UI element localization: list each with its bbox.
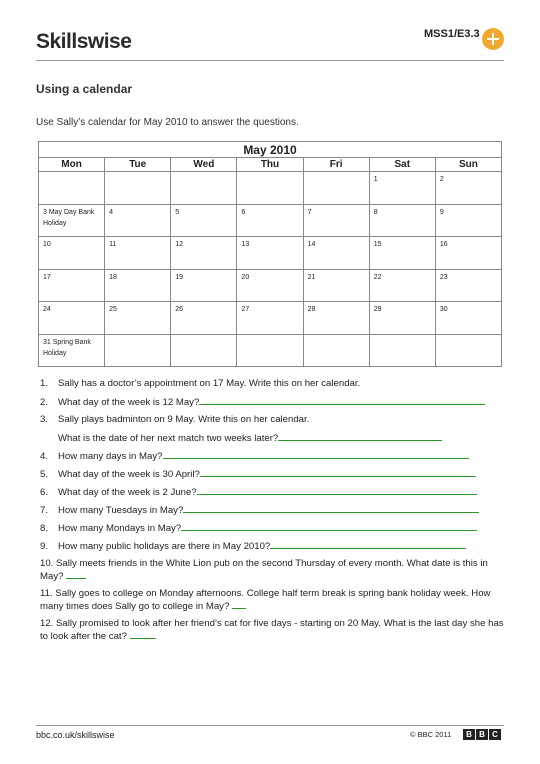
calendar-day-cell[interactable]: 17 <box>39 269 105 302</box>
calendar-day-cell[interactable]: 25 <box>105 302 171 335</box>
calendar-day-cell[interactable] <box>303 334 369 367</box>
calendar-day-cell[interactable] <box>369 334 435 367</box>
calendar-week-row <box>39 237 502 270</box>
skillswise-logo: Skillswise <box>36 30 132 53</box>
intro-text: Use Sally’s calendar for May 2010 to answer the questions. <box>36 117 299 128</box>
answer-line[interactable] <box>278 432 442 441</box>
question-item: 4. How many days in May? <box>40 450 504 463</box>
calendar-day-cell[interactable] <box>105 334 171 367</box>
calendar-week-row <box>39 204 502 237</box>
calendar-day-cell[interactable] <box>237 172 303 205</box>
calendar-table <box>38 141 502 367</box>
answer-line[interactable] <box>66 570 86 579</box>
calendar-week-row <box>39 334 502 367</box>
day-header: Sat <box>369 158 435 172</box>
calendar-day-cell[interactable]: 19 <box>171 269 237 302</box>
day-header: Thu <box>237 158 303 172</box>
calendar-day-cell[interactable] <box>237 334 303 367</box>
calendar-day-cell[interactable]: 4 <box>105 204 171 237</box>
calendar-day-cell[interactable]: 22 <box>369 269 435 302</box>
calendar-day-cell[interactable]: 30 <box>435 302 501 335</box>
calendar-day-cell[interactable]: 20 <box>237 269 303 302</box>
calendar-day-cell[interactable]: 13 <box>237 237 303 270</box>
bbc-letter: B <box>476 729 488 740</box>
bbc-letter: C <box>489 729 501 740</box>
calendar-day-cell[interactable] <box>171 172 237 205</box>
calendar-week-row <box>39 172 502 205</box>
question-item: 7. How many Tuesdays in May? <box>40 504 504 517</box>
day-header: Wed <box>171 158 237 172</box>
footer-divider <box>36 725 504 726</box>
header-divider <box>36 60 504 61</box>
calendar-day-cell[interactable]: 21 <box>303 269 369 302</box>
plus-icon[interactable] <box>482 28 504 50</box>
calendar-day-cell[interactable]: 10 <box>39 237 105 270</box>
calendar-day-cell[interactable]: 23 <box>435 269 501 302</box>
bbc-logo <box>463 729 501 740</box>
question-item: 1. Sally has a doctor’s appointment on 17 May. Write this on her calendar. <box>40 378 361 389</box>
calendar-month: May 2010 <box>39 142 502 158</box>
answer-line[interactable] <box>163 450 469 459</box>
answer-line[interactable] <box>200 468 476 477</box>
footer-copyright: © BBC 2011 <box>410 730 452 739</box>
question-item: 11. Sally goes to college on Monday afternoons. College half term break is spring bank holiday week. How many times does Sally go to college in May? <box>40 588 491 612</box>
calendar-day-cell[interactable] <box>39 172 105 205</box>
page-title: Using a calendar <box>36 82 133 96</box>
question-item: 8. How many Mondays in May? <box>40 522 504 535</box>
day-header: Sun <box>435 158 501 172</box>
calendar-day-cell[interactable]: 8 <box>369 204 435 237</box>
worksheet-code: MSS1/E3.3 <box>424 28 480 40</box>
calendar-day-cell[interactable]: 2 <box>435 172 501 205</box>
calendar-week-row <box>39 269 502 302</box>
question-item: 2. What day of the week is 12 May? <box>40 396 504 409</box>
calendar-day-cell[interactable]: 29 <box>369 302 435 335</box>
calendar-body <box>39 172 502 367</box>
calendar-day-cell[interactable]: 31 Spring Bank Holiday <box>39 334 105 367</box>
answer-line[interactable] <box>130 630 156 639</box>
calendar-day-cell[interactable]: 15 <box>369 237 435 270</box>
day-header: Fri <box>303 158 369 172</box>
calendar-day-cell[interactable]: 26 <box>171 302 237 335</box>
question-item: 12. Sally promised to look after her friend’s cat for five days - starting on 20 May. What is the last day she has to look after the cat? <box>40 618 504 642</box>
question-item: 9. How many public holidays are there in May 2010? <box>40 540 504 553</box>
calendar-day-cell[interactable]: 12 <box>171 237 237 270</box>
calendar-week-row <box>39 302 502 335</box>
answer-line[interactable] <box>270 540 466 549</box>
calendar-day-cell[interactable]: 3 May Day Bank Holiday <box>39 204 105 237</box>
answer-line[interactable] <box>183 504 479 513</box>
calendar-day-cell[interactable]: 24 <box>39 302 105 335</box>
day-header: Tue <box>105 158 171 172</box>
calendar-day-cell[interactable]: 16 <box>435 237 501 270</box>
bbc-letter: B <box>463 729 475 740</box>
answer-line[interactable] <box>199 396 485 405</box>
calendar-day-cell[interactable]: 6 <box>237 204 303 237</box>
calendar-day-cell[interactable]: 7 <box>303 204 369 237</box>
calendar-day-cell[interactable]: 9 <box>435 204 501 237</box>
footer-url[interactable]: bbc.co.uk/skillswise <box>36 730 115 740</box>
answer-line[interactable] <box>197 486 477 495</box>
calendar-day-cell[interactable] <box>435 334 501 367</box>
calendar-day-cell[interactable] <box>105 172 171 205</box>
calendar-day-cell[interactable]: 5 <box>171 204 237 237</box>
question-item: 3. Sally plays badminton on 9 May. Write this on her calendar. <box>40 414 310 425</box>
question-item: 6. What day of the week is 2 June? <box>40 486 504 499</box>
answer-line[interactable] <box>181 522 477 531</box>
calendar-day-cell[interactable]: 1 <box>369 172 435 205</box>
answer-line[interactable] <box>232 600 246 609</box>
calendar-day-cell[interactable] <box>303 172 369 205</box>
calendar-day-cell[interactable]: 18 <box>105 269 171 302</box>
day-header: Mon <box>39 158 105 172</box>
question-item: 5. What day of the week is 30 April? <box>40 468 504 481</box>
calendar-day-cell[interactable]: 28 <box>303 302 369 335</box>
calendar-day-cell[interactable]: 14 <box>303 237 369 270</box>
question-item: What is the date of her next match two weeks later? <box>40 432 504 445</box>
question-item: 10. Sally meets friends in the White Lion pub on the second Thursday of every month. What date is this in May? <box>40 558 488 582</box>
calendar-day-cell[interactable]: 27 <box>237 302 303 335</box>
calendar-day-cell[interactable] <box>171 334 237 367</box>
calendar-day-cell[interactable]: 11 <box>105 237 171 270</box>
